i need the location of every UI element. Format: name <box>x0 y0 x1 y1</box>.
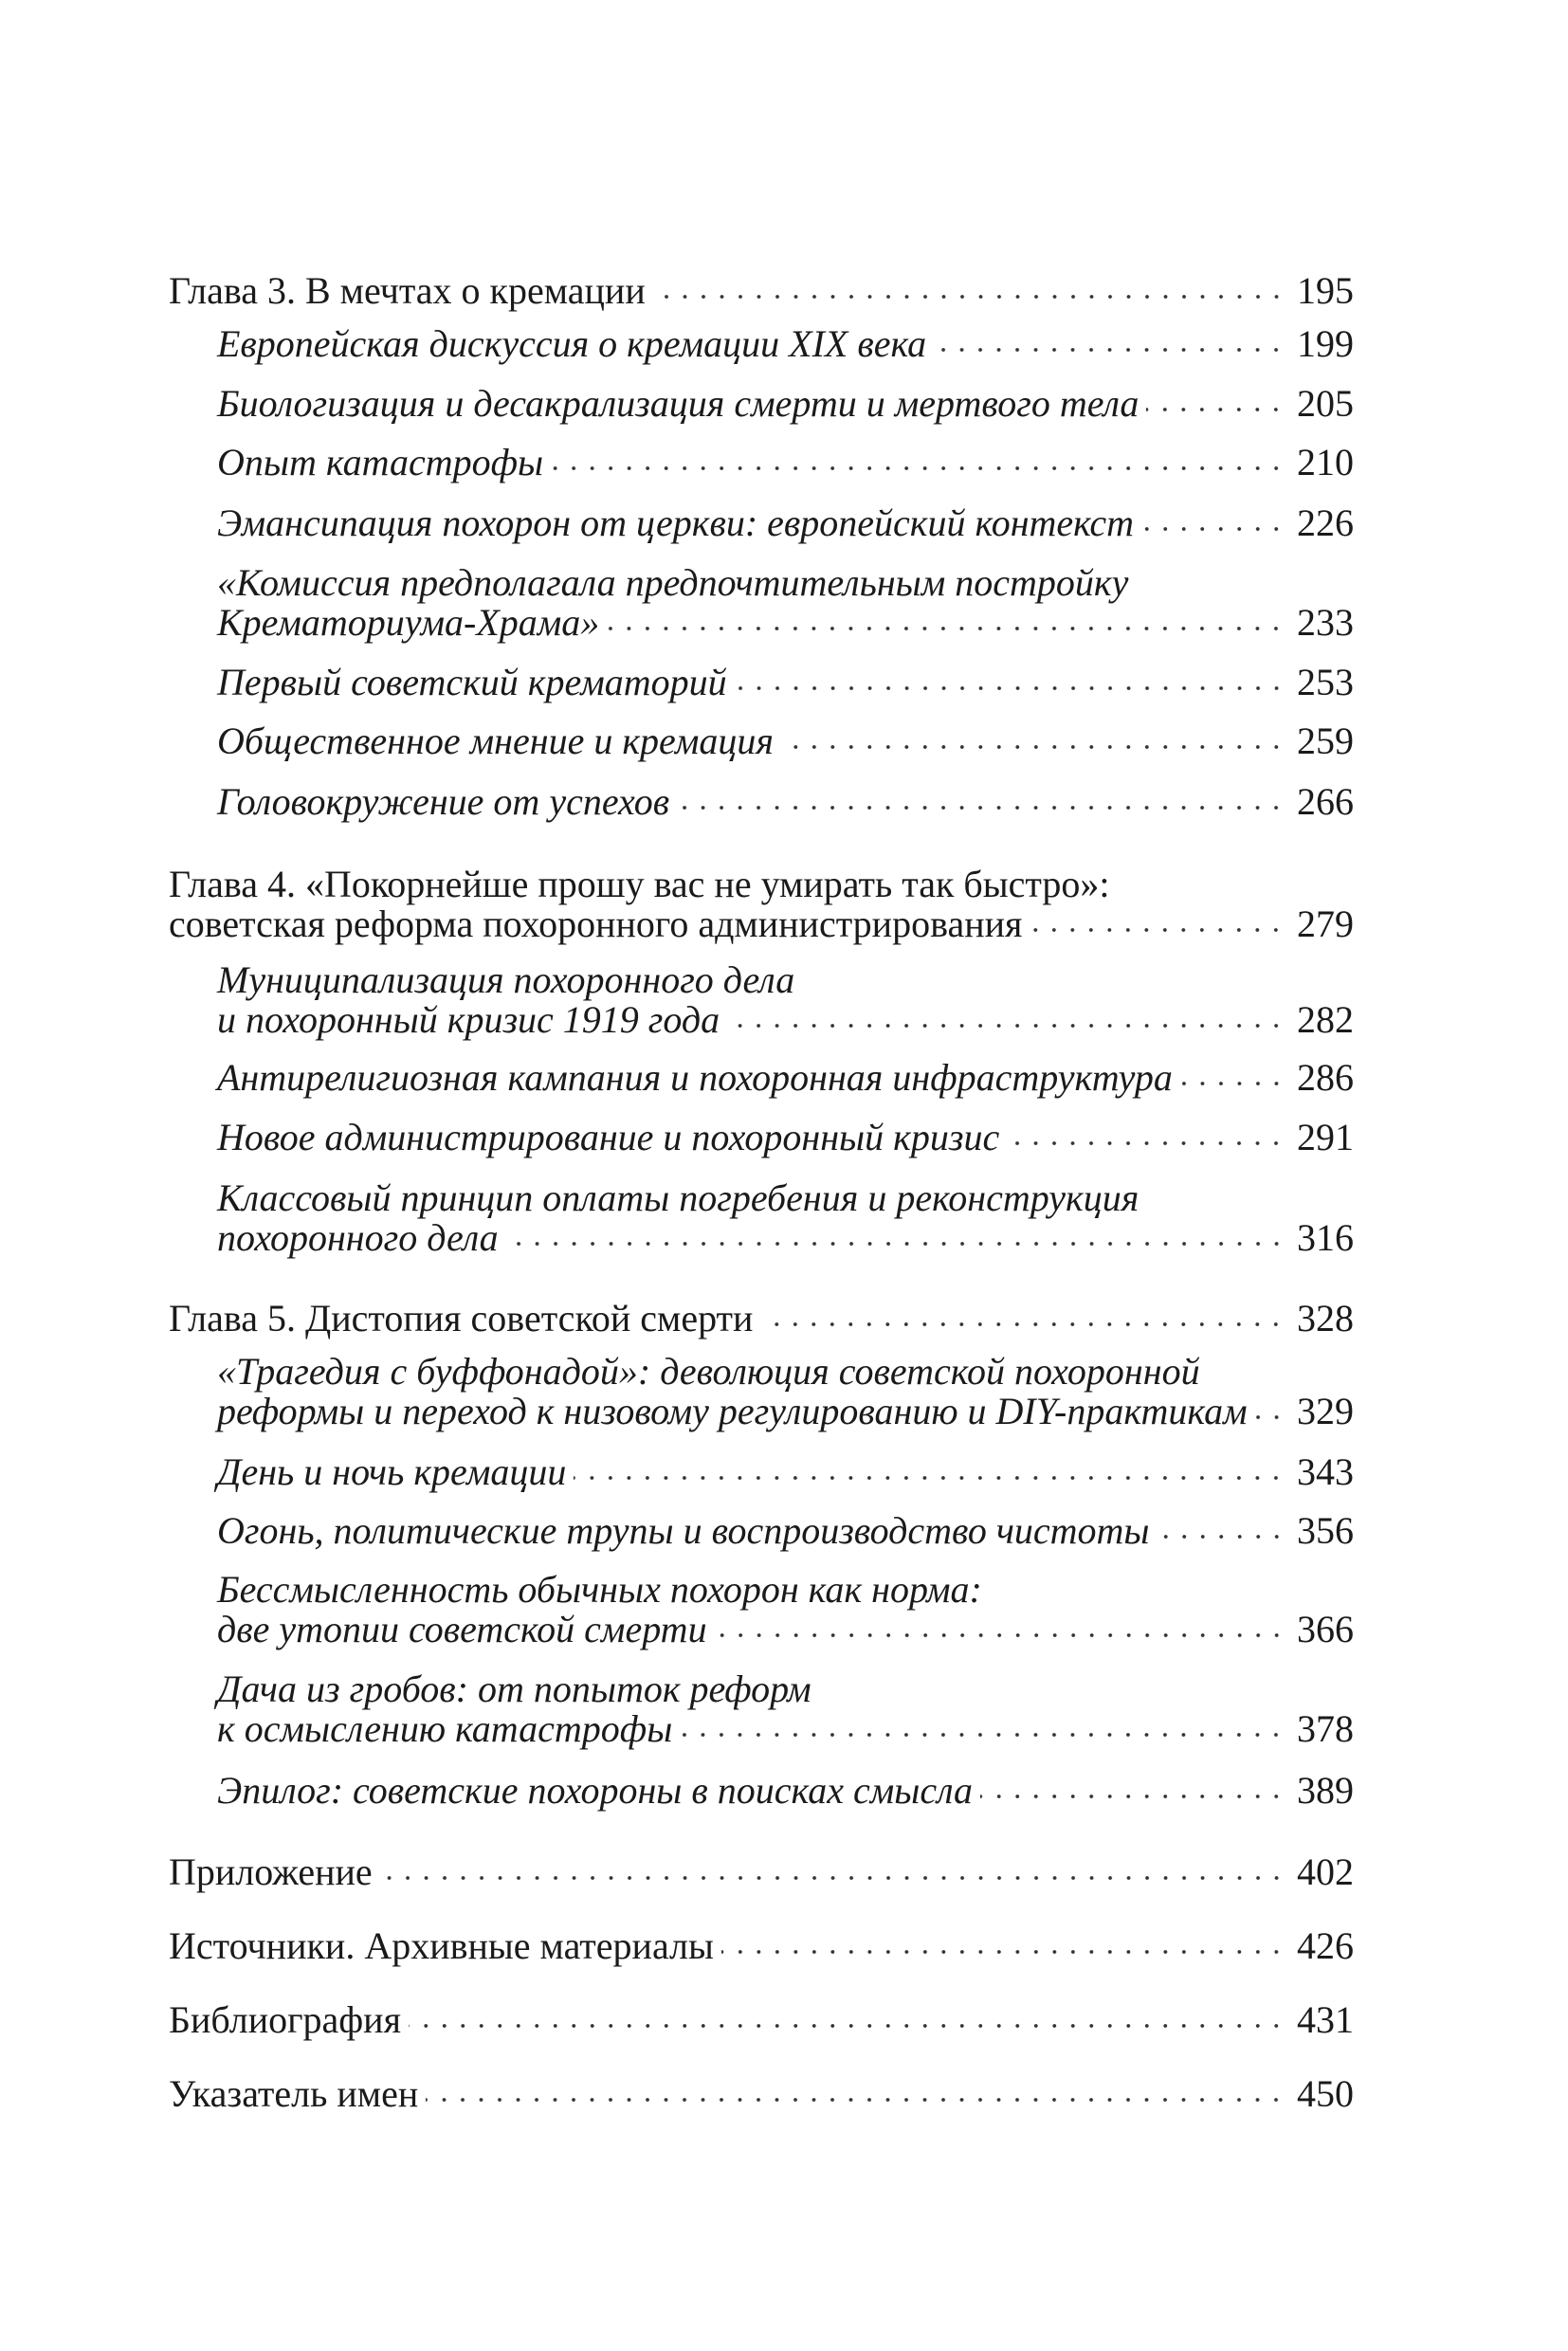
toc-entry-title: Крематориума-Храма» <box>217 601 600 644</box>
dot-leader <box>506 1238 1285 1249</box>
toc-entry-line <box>217 1178 1354 1218</box>
toc-section-entry <box>217 960 1354 1040</box>
toc-page-number: 253 <box>1297 661 1354 703</box>
toc-page-number: 402 <box>1297 1850 1354 1893</box>
toc-entry-title: Классовый принцип оплаты погребения и реконструкция <box>217 1176 1140 1219</box>
dot-leader <box>1180 1078 1285 1089</box>
toc-entry-title: Приложение <box>169 1850 373 1893</box>
toc-entry-title: Библиография <box>169 1998 401 2041</box>
toc-section-entry <box>217 1771 1354 1811</box>
toc-section-entry <box>217 782 1354 822</box>
toc-entry-title: «Трагедия с буффонадой»: деволюция советской похоронной <box>217 1350 1200 1393</box>
toc-entry-title: Новое администрирование и похоронный кризис <box>217 1116 1000 1158</box>
toc-entry-title: Огонь, политические трупы и воспроизводство чистоты <box>217 1509 1150 1552</box>
toc-page-number: 266 <box>1297 780 1354 823</box>
toc-section-entry <box>217 324 1354 364</box>
toc-page-number: 205 <box>1297 382 1354 425</box>
toc-page-number: 291 <box>1297 1116 1354 1158</box>
toc-chapter-entry <box>169 2000 1354 2040</box>
toc-page-number: 286 <box>1297 1056 1354 1099</box>
toc-entry-line <box>217 384 1354 424</box>
toc-entry-line <box>169 2074 1354 2114</box>
toc-entry-title: «Комиссия предполагала предпочтительным постройку <box>217 561 1129 604</box>
toc-entry-line <box>217 443 1354 483</box>
toc-entry-title: Дача из гробов: от попыток реформ <box>217 1668 811 1710</box>
dot-leader <box>760 1319 1285 1330</box>
dot-leader <box>1255 1412 1285 1423</box>
toc-entry-line <box>217 663 1354 702</box>
toc-entry-line <box>217 1118 1354 1157</box>
toc-entry-line <box>217 1570 1354 1610</box>
toc-entry-line <box>169 271 1354 311</box>
toc-page-number: 328 <box>1297 1297 1354 1340</box>
dot-leader <box>1146 404 1285 415</box>
toc-chapter-entry <box>169 1299 1354 1339</box>
toc-section-entry <box>217 1669 1354 1749</box>
toc-page-number: 343 <box>1297 1450 1354 1493</box>
toc-section-entry <box>217 721 1354 761</box>
toc-entry-line <box>217 1709 1354 1749</box>
dot-leader <box>715 1630 1285 1641</box>
toc-page-number: 329 <box>1297 1390 1354 1432</box>
toc-entry-line <box>217 563 1354 603</box>
dot-leader <box>574 1472 1285 1484</box>
toc-page-number: 279 <box>1297 902 1354 945</box>
dot-leader <box>380 1872 1285 1884</box>
toc-entry-title: Глава 5. Дистопия советской смерти <box>169 1297 754 1340</box>
toc-section-entry <box>217 1118 1354 1157</box>
toc-entry-line <box>217 324 1354 364</box>
toc-section-entry <box>217 1570 1354 1649</box>
toc-entry-line <box>169 2000 1354 2040</box>
toc-entry-title: Эмансипация похорон от церкви: европейский контекст <box>217 501 1135 544</box>
toc-section-entry <box>217 1178 1354 1258</box>
dot-leader <box>409 2020 1285 2032</box>
toc-entry-title: Первый советский крематорий <box>217 661 727 703</box>
toc-entry-title: советская реформа похоронного администрирования <box>169 902 1023 945</box>
toc-entry-title: Европейская дискуссия о кремации XIX века <box>217 322 927 365</box>
toc-entry-title: реформы и переход к низовому регулированию и DIY-практикам <box>217 1390 1248 1432</box>
toc-entry-line <box>217 721 1354 761</box>
toc-page-number: 426 <box>1297 1924 1354 1967</box>
dot-leader <box>1141 523 1285 535</box>
toc-entry-line <box>217 960 1354 1000</box>
dot-leader <box>551 463 1285 474</box>
toc-entry-line <box>169 865 1354 904</box>
toc-page-number: 431 <box>1297 1998 1354 2041</box>
toc-entry-line <box>217 1218 1354 1258</box>
toc-entry-line <box>217 1452 1354 1492</box>
toc-entry-line <box>217 603 1354 643</box>
toc-chapter-entry <box>169 271 1354 311</box>
toc-chapter-entry <box>169 865 1354 944</box>
dot-leader <box>677 802 1285 813</box>
toc-entry-title: Эпилог: советские похороны в поисках смысла <box>217 1769 974 1812</box>
toc-chapter-entry <box>169 1852 1354 1892</box>
toc-entry-line <box>169 1926 1354 1966</box>
toc-entry-line <box>169 1299 1354 1339</box>
toc-entry-line <box>217 1610 1354 1649</box>
dot-leader <box>735 683 1285 694</box>
toc-entry-title: Глава 4. «Покорнейше прошу вас не умирать так быстро»: <box>169 863 1110 905</box>
dot-leader <box>680 1729 1285 1740</box>
toc-entry-title: Биологизация и десакрализация смерти и мертвого тела <box>217 382 1140 425</box>
toc-entry-line <box>217 1392 1354 1431</box>
toc-page-number: 282 <box>1297 998 1354 1041</box>
toc-entry-title: Общественное мнение и кремация <box>217 720 774 762</box>
toc-entry-title: Антирелигиозная кампания и похоронная инфраструктура <box>217 1056 1173 1099</box>
toc-entry-line <box>169 904 1354 944</box>
toc-section-entry <box>217 1452 1354 1492</box>
dot-leader <box>727 1020 1285 1031</box>
toc-entry-line <box>169 1852 1354 1892</box>
dot-leader <box>721 1946 1285 1958</box>
dot-leader <box>426 2094 1285 2105</box>
toc-chapter-entry <box>169 2074 1354 2114</box>
toc-entry-line <box>217 1511 1354 1551</box>
toc-section-entry <box>217 503 1354 543</box>
toc-entry-title: две утопии советской смерти <box>217 1608 707 1650</box>
toc-page-number: 195 <box>1297 269 1354 312</box>
toc-entry-title: и похоронный кризис 1919 года <box>217 998 720 1041</box>
toc-entry-title: похоронного дела <box>217 1216 499 1259</box>
toc-section-entry <box>217 1352 1354 1431</box>
toc-entry-title: День и ночь кремации <box>217 1450 567 1493</box>
toc-section-entry <box>217 384 1354 424</box>
dot-leader <box>607 623 1285 634</box>
toc-entry-line <box>217 1352 1354 1392</box>
dot-leader <box>1030 924 1285 936</box>
toc-page-number: 210 <box>1297 441 1354 483</box>
toc-page-number: 226 <box>1297 501 1354 544</box>
toc-entry-title: Муниципализация похоронного дела <box>217 958 795 1001</box>
toc-entry-line <box>217 1771 1354 1811</box>
toc-entry-title: Источники. Архивные материалы <box>169 1924 714 1967</box>
toc-entry-title: Бессмысленность обычных похорон как норма: <box>217 1568 982 1611</box>
toc-section-entry <box>217 663 1354 702</box>
toc-entry-line <box>217 1058 1354 1098</box>
toc-entry-title: Головокружение от успехов <box>217 780 670 823</box>
dot-leader <box>1158 1531 1285 1542</box>
toc-entry-line <box>217 782 1354 822</box>
dot-leader <box>653 291 1285 302</box>
toc-page-number: 233 <box>1297 601 1354 644</box>
toc-entry-title: Опыт катастрофы <box>217 441 544 483</box>
toc-entry-line <box>217 503 1354 543</box>
toc-entry-title: Глава 3. В мечтах о кремации <box>169 269 646 312</box>
toc-entry-line <box>217 1669 1354 1709</box>
toc-page-number: 378 <box>1297 1707 1354 1750</box>
toc-page-number: 259 <box>1297 720 1354 762</box>
toc-section-entry <box>217 443 1354 483</box>
toc-entry-title: к осмыслению катастрофы <box>217 1707 673 1750</box>
dot-leader <box>934 344 1285 355</box>
toc-section-entry <box>217 1058 1354 1098</box>
dot-leader <box>781 741 1285 753</box>
dot-leader <box>980 1791 1285 1802</box>
toc-page-number: 316 <box>1297 1216 1354 1259</box>
toc-entry-title: Указатель имен <box>169 2072 419 2115</box>
toc-chapter-entry <box>169 1926 1354 1966</box>
toc-page-number: 199 <box>1297 322 1354 365</box>
toc-section-entry <box>217 563 1354 643</box>
toc-section-entry <box>217 1511 1354 1551</box>
toc-page-number: 356 <box>1297 1509 1354 1552</box>
toc-page-number: 389 <box>1297 1769 1354 1812</box>
dot-leader <box>1007 1138 1285 1149</box>
toc-entry-line <box>217 1000 1354 1040</box>
toc-page-number: 366 <box>1297 1608 1354 1650</box>
toc-page-number: 450 <box>1297 2072 1354 2115</box>
